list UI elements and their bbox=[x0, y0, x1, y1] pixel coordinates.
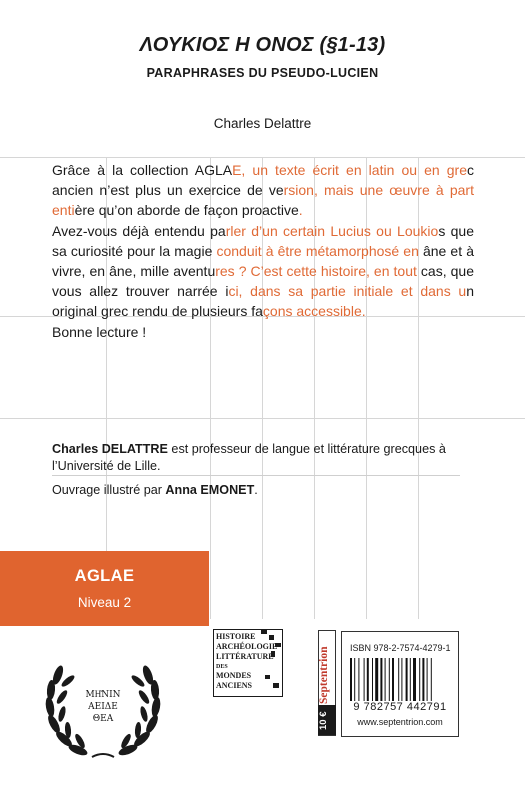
series-logo-line-5: MONDES bbox=[216, 671, 252, 680]
blurb-segment: E, un texte écrit en latin ou en gre bbox=[232, 162, 467, 178]
blurb-segment: ci, dans sa partie initiale et dans u bbox=[228, 283, 467, 300]
series-logo-line-2: ARCHÉOLOGIE bbox=[216, 642, 278, 651]
blurb-segment: rler d’un certain Lucius ou Loukio bbox=[225, 222, 439, 239]
blurb-segment: conduit à être métamorphosé en bbox=[216, 242, 423, 259]
blurb-segment: âne et à vivre, en âne, mille aventu bbox=[52, 242, 474, 280]
price-label: 10 € bbox=[318, 711, 329, 731]
series-logo-line-1: HISTOIRE bbox=[216, 632, 256, 641]
blurb-paragraph-3: Bonne lecture ! bbox=[52, 323, 147, 340]
illustration-credit bbox=[52, 483, 472, 497]
wreath-motto-line-3: ΘΕΑ bbox=[92, 714, 114, 724]
collection-level: Niveau 2 bbox=[77, 595, 132, 610]
ean-digits: 9 782757 442791 bbox=[344, 701, 456, 713]
blurb-segment: c ancien n’est plus un exercice de ve bbox=[52, 162, 474, 199]
book-subtitle: PARAPHRASES DU PSEUDO-LUCIEN bbox=[146, 66, 379, 80]
blurb-paragraph-2 bbox=[52, 221, 474, 322]
blurb-segment: Grâce à la collection AGLA bbox=[52, 162, 233, 178]
wreath-motto-line-2: ΑΕΙΔΕ bbox=[88, 702, 118, 712]
wreath-motto-line-1: ΜΗ͂ΝΙΝ bbox=[85, 690, 121, 700]
collection-badge bbox=[0, 551, 209, 626]
author-name: Charles Delattre bbox=[213, 116, 312, 131]
collection-name: AGLAE bbox=[74, 567, 135, 585]
bio-name: Charles DELATTRE bbox=[52, 442, 168, 456]
blurb-segment: cas, que vous allez trouver narrée i bbox=[52, 263, 474, 300]
series-logo bbox=[213, 629, 283, 697]
divider bbox=[52, 475, 460, 476]
publisher-website[interactable]: www.septentrion.com bbox=[357, 717, 443, 727]
blurb-segment: . bbox=[298, 202, 303, 219]
blurb-paragraph-1 bbox=[52, 160, 474, 221]
blurb-segment: res ? C’est cette histoire, en tout bbox=[215, 263, 421, 280]
grid-line-h bbox=[0, 418, 525, 419]
series-logo-line-4: DES bbox=[216, 664, 228, 670]
illustration-prefix: Ouvrage illustré par bbox=[52, 483, 166, 497]
book-title: ΛΟΥΚΙΟΣ Η ΟΝΟΣ (§1-13) bbox=[139, 34, 386, 56]
blurb-segment: çons accessible. bbox=[262, 303, 366, 320]
blurb-segment: s que sa curiosité pour la magie bbox=[52, 222, 475, 259]
series-logo-line-6: ANCIENS bbox=[216, 681, 253, 690]
blurb bbox=[52, 160, 474, 342]
blurb-segment: Avez-vous déjà entendu pa bbox=[52, 222, 226, 239]
publisher-name: Septentrion bbox=[318, 646, 330, 704]
illustration-suffix: . bbox=[254, 483, 258, 497]
illustrator-name: Anna EMONET bbox=[165, 483, 255, 497]
isbn-label: ISBN 978-2-7574-4279-1 bbox=[350, 643, 451, 653]
author-bio bbox=[52, 441, 472, 475]
blurb-segment: ère qu’on aborde de façon proactive bbox=[74, 202, 299, 219]
series-logo-line-3: LITTÉRATURE bbox=[216, 652, 274, 661]
blurb-segment: n original grec rendu de plusieurs fa bbox=[52, 283, 475, 320]
bio-text: est professeur de langue et littérature grecques à l’Université de Lille. bbox=[52, 442, 446, 473]
grid-line-h bbox=[0, 157, 525, 158]
laurel-wreath-logo bbox=[42, 645, 164, 767]
blurb-segment: rsion, mais une œuvre à part enti bbox=[52, 182, 474, 219]
